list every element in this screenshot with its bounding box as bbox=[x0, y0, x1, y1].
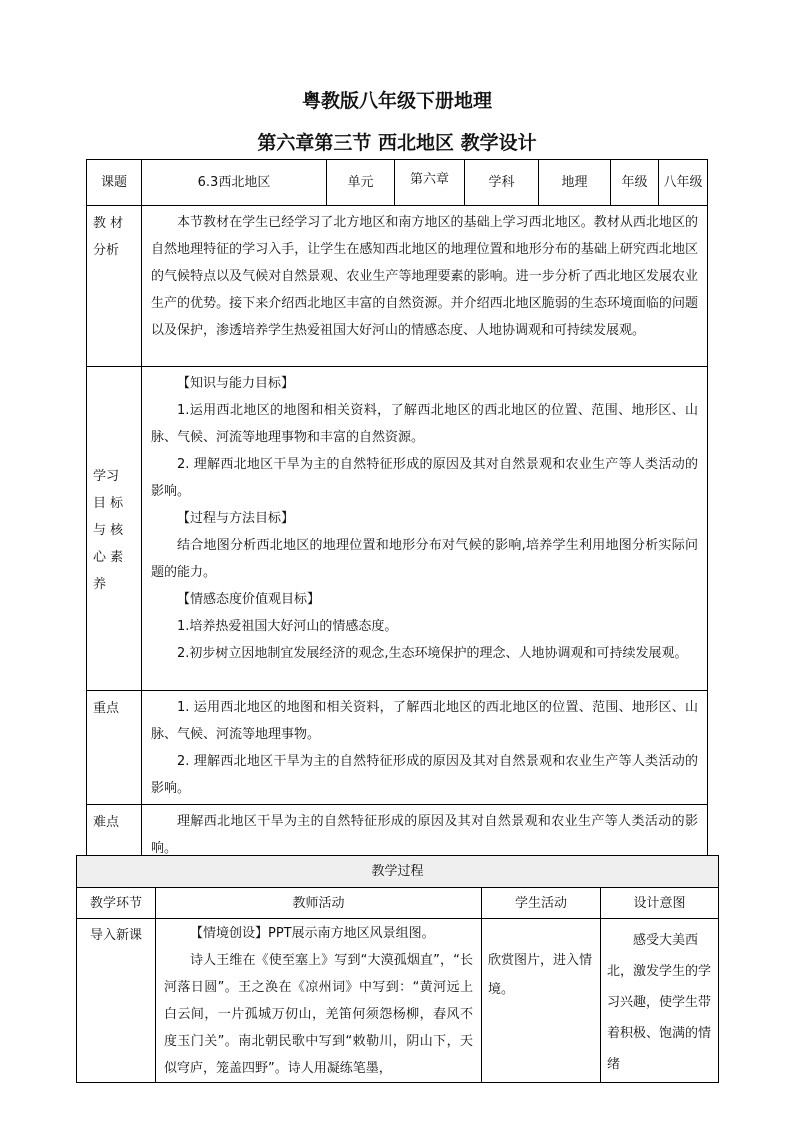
knowledge-heading: 【知识与能力目标】 bbox=[177, 376, 295, 391]
process-title-row bbox=[77, 856, 719, 888]
student-activity: 欣赏图片，进入情境。 bbox=[482, 919, 601, 1083]
goals-label: 学习 目 标 与 核 心 素 养 bbox=[87, 367, 142, 691]
subject-label: 学科 bbox=[465, 160, 539, 206]
emotion-heading: 【情感态度价值观目标】 bbox=[177, 592, 321, 607]
lesson-info-table bbox=[86, 159, 708, 865]
teacher-activity bbox=[156, 919, 482, 1083]
info-row bbox=[87, 160, 708, 206]
goals-row bbox=[87, 367, 708, 691]
grade-label: 年级 bbox=[611, 160, 659, 206]
process-title: 教学过程 bbox=[77, 856, 719, 888]
process-goal-1: 结合地图分析西北地区的地理位置和地形分布对气候的影响,培养学生利用地图分析实际问题的能力。 bbox=[151, 538, 698, 580]
document-subtitle: 第六章第三节 西北地区 教学设计 bbox=[257, 132, 537, 154]
key-points-row bbox=[87, 691, 708, 805]
knowledge-goal-1: 1.运用西北地区的地图和相关资料，了解西北地区的西北地区的位置、范围、地形区、山脉、气候、河流等地理事物和丰富的自然资源。 bbox=[151, 403, 698, 445]
design-intent: 感受大美西北，激发学生的学习兴趣，使学生带着积极、饱满的情绪 bbox=[601, 919, 719, 1083]
key-point-2: 2. 理解西北地区干旱为主的自然特征形成的原因及其对自然景观和农业生产等人类活动的影响。 bbox=[151, 754, 698, 796]
emotion-goal-2: 2.初步树立因地制宜发展经济的观念,生态环境保护的理念、人地协调观和可持续发展观。 bbox=[177, 646, 688, 661]
course-label: 课题 bbox=[87, 160, 142, 206]
header-student: 学生活动 bbox=[482, 888, 601, 919]
teaching-process-table bbox=[76, 855, 719, 1083]
difficulty-text: 理解西北地区干旱为主的自然特征形成的原因及其对自然景观和农业生产等人类活动的影响。 bbox=[151, 814, 698, 856]
goals-content bbox=[142, 367, 708, 691]
key-points-content bbox=[142, 691, 708, 805]
key-points-label: 重点 bbox=[87, 691, 142, 805]
process-header-row bbox=[77, 888, 719, 919]
course-value: 6.3西北地区 bbox=[142, 160, 327, 206]
header-teacher: 教师活动 bbox=[156, 888, 482, 919]
stage-intro: 导入新课 bbox=[77, 919, 156, 1083]
analysis-row bbox=[87, 206, 708, 367]
intro-row bbox=[77, 919, 719, 1083]
unit-value: 第六章 bbox=[395, 160, 465, 206]
grade-value: 八年级 bbox=[659, 160, 708, 206]
analysis-label: 教 材 分析 bbox=[87, 206, 142, 367]
difficulty-label: 难点 bbox=[87, 805, 142, 865]
unit-label: 单元 bbox=[327, 160, 395, 206]
teacher-activity-2: 诗人王维在《使至塞上》写到“大漠孤烟直”，“长河落日圆”。王之涣在《凉州词》中写到：“黄河远上白云间，一片孤城万仞山，羌笛何须怨杨柳，春风不度玉门关”。南北朝民歌中写到“敕勒川，阴山下，天似穹庐，笼盖四野”。诗人用凝练笔墨， bbox=[164, 953, 473, 1076]
subject-value: 地理 bbox=[539, 160, 611, 206]
analysis-text: 本节教材在学生已经学习了北方地区和南方地区的基础上学习西北地区。教材从西北地区的自然地理特征的学习入手，让学生在感知西北地区的地理位置和地形分布的基础上研究西北地区的气候特点以及气候对自然景观、农业生产等地理要素的影响。进一步分析了西北地区发展农业生产的优势。接下来介绍西北地区丰富的自然资源。并介绍西北地区脆弱的生态环境面临的问题以及保护，渗透培养学生热爱祖国大好河山的情感态度、人地协调观和可持续发展观。 bbox=[151, 215, 698, 338]
teacher-activity-1: 【情境创设】PPT展示南方地区风景组图。 bbox=[190, 926, 435, 941]
document-title: 粤教版八年级下册地理 bbox=[301, 90, 492, 112]
emotion-goal-1: 1.培养热爱祖国大好河山的情感态度。 bbox=[177, 619, 398, 634]
process-heading: 【过程与方法目标】 bbox=[177, 511, 295, 526]
header-intent: 设计意图 bbox=[601, 888, 719, 919]
header-stage: 教学环节 bbox=[77, 888, 156, 919]
knowledge-goal-2: 2. 理解西北地区干旱为主的自然特征形成的原因及其对自然景观和农业生产等人类活动的影响。 bbox=[151, 457, 698, 499]
analysis-text-cell bbox=[142, 206, 708, 367]
key-point-1: 1. 运用西北地区的地图和相关资料，了解西北地区的西北地区的位置、范围、地形区、山脉、气候、河流等地理事物。 bbox=[151, 700, 698, 742]
